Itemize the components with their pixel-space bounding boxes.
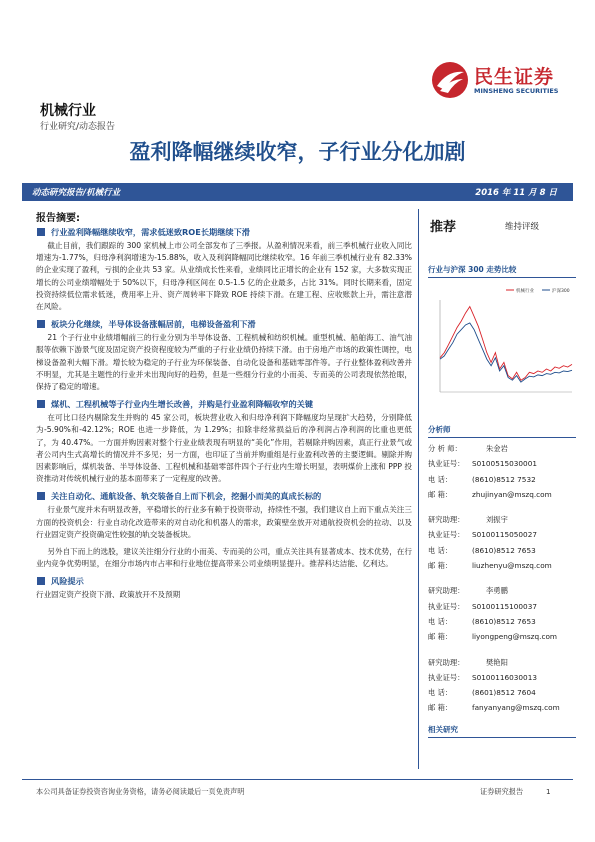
trend-chart-svg (428, 282, 576, 406)
rating-value: 维持评级 (505, 222, 540, 232)
minsheng-logo-icon (430, 60, 470, 100)
analyst-block (428, 512, 576, 573)
cert-number: S0100115100037 (472, 601, 537, 611)
phone-number: (8610)8512 7532 (472, 474, 536, 484)
logo-en-text: MINSHENG SECURITIES (474, 87, 559, 95)
analyst-row (428, 583, 576, 598)
page-title: 盈利降幅继续收窄，子行业分化加剧 (129, 140, 466, 164)
footer-disclaimer: 本公司具备证券投资咨询业务资格，请务必阅读最后一页免责声明 (36, 787, 245, 796)
section-heading-text: 煤机、工程机械等子行业内生增长改善，并购是行业盈利降幅收窄的关键 (51, 399, 314, 410)
phone-number: (8610)8512 7653 (472, 545, 536, 555)
series-line-2 (440, 323, 572, 382)
email-link[interactable]: liuzhenyu@mszq.com (472, 561, 552, 571)
analyst-row (428, 441, 576, 456)
analyst-name: 朱金岩 (486, 444, 508, 453)
legend-label: 沪深300 (552, 289, 570, 294)
info-band (22, 183, 573, 201)
cert-number: S0100515030001 (472, 459, 537, 469)
phone-label: 电 话： (428, 474, 453, 484)
analyst-name: 刘振宇 (486, 515, 508, 525)
analyst-section-title: 分析师 (428, 424, 576, 438)
square-bullet-icon (37, 320, 45, 328)
trend-chart (428, 282, 576, 406)
analyst-row (428, 599, 576, 614)
square-bullet-icon (37, 492, 45, 500)
phone-number: (8601)8512 7604 (472, 688, 536, 698)
brand-logo (430, 60, 580, 100)
summary-label: 报告摘要: (36, 213, 80, 224)
cert-label: 执业证号： (428, 672, 465, 682)
section-3 (36, 398, 412, 485)
analyst-block (428, 655, 576, 716)
section-1 (36, 226, 412, 313)
email-label: 邮 箱： (428, 632, 453, 642)
analyst-row (428, 614, 576, 629)
analyst-row (428, 558, 576, 573)
column-divider (418, 209, 419, 769)
section-heading-text: 关注自动化、通航设备、轨交装备自上而下机会，挖掘小而美的真成长标的 (51, 491, 322, 502)
section-heading (36, 490, 412, 502)
industry-name: 机械行业 (40, 103, 96, 119)
analyst-row (428, 670, 576, 685)
logo-cn-text: 民生证券 (474, 66, 555, 88)
analyst-row (428, 472, 576, 487)
email-label: 邮 箱： (428, 561, 453, 571)
sidebar (428, 214, 576, 738)
analyst-name: 樊艳阳 (486, 657, 508, 667)
email-label: 邮 箱： (428, 703, 453, 713)
band-report-category: 动态研究报告/机械行业 (32, 188, 121, 198)
cert-label: 执业证号： (428, 459, 465, 469)
phone-number: (8610)8512 7653 (472, 616, 536, 626)
section-paragraph: 在可比口径内剔除发生并购的 45 家公司，板块营业收入和归母净利润下降幅度均呈现扩大趋势，分别降低为-5.90%和-42.12%；ROE 也进一步降低，为 1.29%；扣除非经常损益后的净利润占净利润的比重也更低了，为 40.47%。一方面并购因素对整个行业业绩表现有明显的“美化”作用，若剔除并购因素，真正行业景气或者公司内生式高增长的情况并不多见；另一方面，也印证了当前并购重组是行业盈利改善的主要逻辑。剔除并购因素影响后，煤机装备、半导体设备、工程机械和基础零部件四个子行业内生增长明显，表明煤价上涨和 PPP 投资推动对传统机械行业的基本面带来了一定程度的改善。 (36, 413, 412, 484)
phone-label: 电 话： (428, 616, 453, 626)
analyst-row (428, 456, 576, 471)
analyst-role: 研究助理： (428, 586, 465, 596)
legend-label: 机械行业 (516, 289, 534, 294)
footer-divider (22, 779, 573, 780)
analyst-row (428, 512, 576, 527)
email-link[interactable]: zhujinyan@mszq.com (472, 489, 552, 499)
section-4 (36, 490, 412, 570)
analyst-block (428, 583, 576, 644)
report-type: 行业研究/动态报告 (40, 122, 116, 132)
section-paragraph: 21 个子行业中业绩增幅前三的行业分别为半导体设备、工程机械和纺织机械。重型机械、船舶海工、油气油服等依赖下游景气度及固定资产投资程度较为严重的子行业业绩仍持续下滑。由于房地产市场的政策性调控，电梯设备盈利大幅下滑。增长较为稳定的子行业为环保装备、自动化设备和基础零部件等。子行业整体盈利改善并不明显，尤其是主题性的行业并未出现向好的趋势，但是一些细分行业的小而美、专而美的公司表现依然抢眼，保持了稳定的增速。 (36, 333, 412, 392)
analyst-row (428, 629, 576, 644)
section-2 (36, 318, 412, 393)
related-research-title: 相关研究 (428, 724, 576, 738)
band-date: 2016 年 11 月 8 日 (475, 188, 557, 198)
email-link[interactable]: fanyanyang@mszq.com (472, 703, 560, 713)
section-heading (36, 575, 412, 587)
summary-body (36, 226, 412, 607)
square-bullet-icon (37, 228, 45, 236)
analyst-row (428, 487, 576, 502)
section-heading-text: 风险提示 (51, 576, 84, 587)
square-bullet-icon (37, 400, 45, 408)
email-label: 邮 箱： (428, 489, 453, 499)
section-5 (36, 575, 412, 601)
section-heading (36, 318, 412, 330)
section-heading (36, 226, 412, 238)
email-link[interactable]: liyongpeng@mszq.com (472, 632, 558, 642)
analyst-block (428, 441, 576, 502)
cert-number: S0100116030013 (472, 672, 537, 682)
analyst-name: 李勇鹏 (486, 586, 508, 596)
section-paragraph: 行业固定资产投资下滑、政策放开不及预期 (36, 590, 181, 600)
page-number: 1 (546, 787, 551, 796)
series-line-1 (440, 307, 572, 381)
analyst-row (428, 700, 576, 715)
phone-label: 电 话： (428, 688, 453, 698)
analyst-role: 分 析 师： (428, 444, 462, 453)
cert-label: 执业证号： (428, 530, 465, 540)
analyst-row (428, 685, 576, 700)
cert-number: S0100115050027 (472, 530, 537, 540)
analyst-row (428, 543, 576, 558)
section-paragraph: 截止目前，我们跟踪的 300 家机械上市公司全部发布了三季报。从盈利情况来看，前三季机械行业收入同比增速为-1.77%，归母净利润增速为-15.88%，收入及利润降幅同比继续收窄。16 年前三季机械行业有 82.33%的企业实现了盈利，亏损的企业共 53 家。从业绩成长性来看，业绩同比正增长的企业有 152 家，大多数实现正增长的公司业绩增幅处于 50%以下，归母净利区间在 0.5-1.5 亿的企业最多，占比 31%。同时长期来看，固定投资持续低位需求低迷，费用率上升、资产周转率下降致 ROE 持续下滑。在建工程、应收账款上升，需注意潜在风险。 (36, 241, 412, 312)
section-heading-text: 行业盈利降幅继续收窄，需求低迷致ROE长期继续下滑 (51, 227, 250, 237)
rating-label: 推荐 (430, 220, 457, 235)
analyst-role: 研究助理： (428, 657, 465, 667)
analyst-row (428, 655, 576, 670)
section-paragraph: 另外自下而上的选股，建议关注细分行业的小而美、专而美的公司，重点关注具有显著成本、技术优势，在行业内竞争优势明显，在细分市场内市占率和行业地位提高带来公司业绩明显提升。推荐科达洁能、亿利达。 (36, 547, 412, 569)
section-paragraph: 行业景气度并未有明显改善，平稳增长的行业多有赖于投资带动，持续性不强，我们建议自上而下重点关注三方面的投资机会：行业自动化改造带来的对自动化和机器人的需求，政策壁垒放开对通航投资机会的拉动、以及行业固定资产投资确定性较强的轨交装备板块。 (36, 505, 412, 539)
phone-label: 电 话： (428, 545, 453, 555)
rating-row (428, 214, 576, 238)
analyst-row (428, 527, 576, 542)
cert-label: 执业证号： (428, 601, 465, 611)
chart-title: 行业与沪深 300 走势比较 (428, 264, 576, 278)
analyst-role: 研究助理： (428, 515, 465, 525)
footer-report-label: 证券研究报告 (480, 787, 524, 796)
section-heading-text: 板块分化继续，半导体设备涨幅居前，电梯设备盈利下滑 (51, 319, 256, 330)
square-bullet-icon (37, 577, 45, 585)
section-heading (36, 398, 412, 410)
